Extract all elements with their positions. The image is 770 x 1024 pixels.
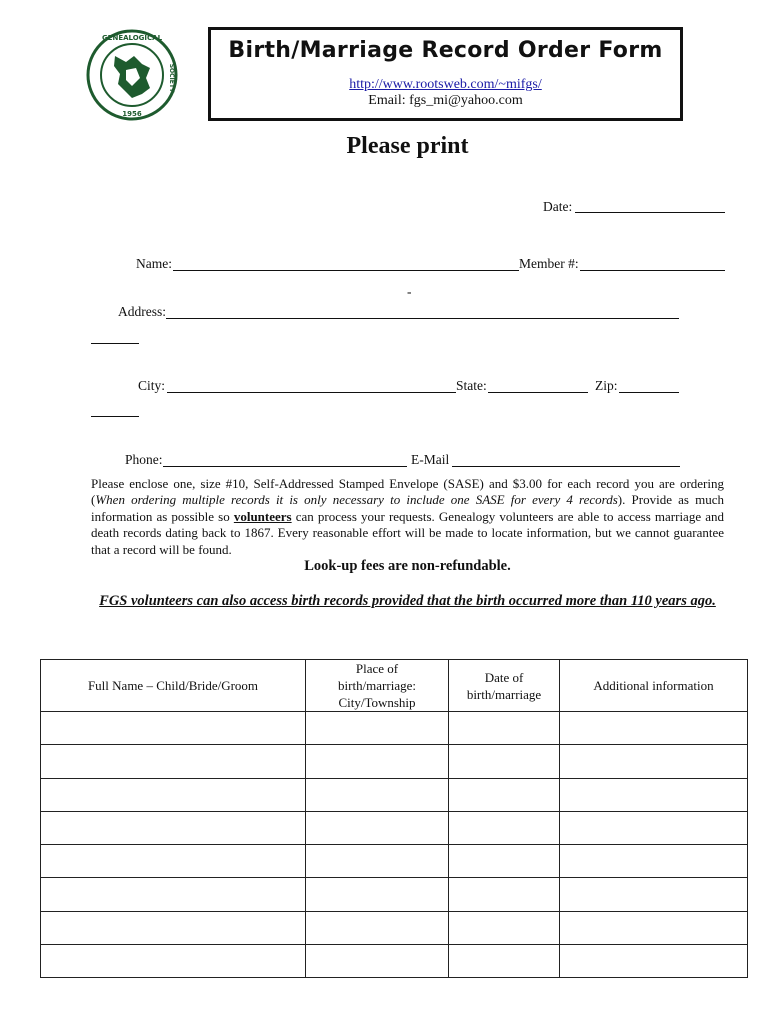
cell-place[interactable] bbox=[306, 945, 449, 978]
header-box bbox=[208, 27, 683, 121]
table-row bbox=[41, 845, 748, 878]
logo-text-side: SOCIETY bbox=[168, 63, 175, 93]
address-field[interactable] bbox=[166, 318, 679, 319]
cell-place[interactable] bbox=[306, 778, 449, 811]
email-field[interactable] bbox=[452, 466, 680, 467]
name-field[interactable] bbox=[173, 270, 519, 271]
cell-date[interactable] bbox=[449, 712, 560, 745]
col-date: Date of birth/marriage bbox=[449, 660, 560, 712]
cell-date[interactable] bbox=[449, 745, 560, 778]
table-row bbox=[41, 911, 748, 944]
email-label: E-Mail bbox=[411, 452, 450, 467]
instructions-part1: Please enclose one, size #10, Self-Addressed Stamped Envelope (SASE) and $3.00 for each record you are ordering ( bbox=[91, 476, 724, 508]
table-row bbox=[41, 878, 748, 911]
cell-additional[interactable] bbox=[560, 845, 748, 878]
col-full-name: Full Name – Child/Bride/Groom bbox=[41, 660, 306, 712]
lookup-fees-note: Look-up fees are non-refundable. bbox=[304, 558, 511, 574]
cell-full-name[interactable] bbox=[41, 845, 306, 878]
cell-additional[interactable] bbox=[560, 712, 748, 745]
cell-place[interactable] bbox=[306, 911, 449, 944]
cell-additional[interactable] bbox=[560, 911, 748, 944]
table-row bbox=[41, 945, 748, 978]
cell-date[interactable] bbox=[449, 911, 560, 944]
cell-date[interactable] bbox=[449, 811, 560, 844]
cell-additional[interactable] bbox=[560, 811, 748, 844]
cell-full-name[interactable] bbox=[41, 945, 306, 978]
zip-label: Zip: bbox=[595, 378, 618, 393]
cell-place[interactable] bbox=[306, 845, 449, 878]
address-field-continued[interactable] bbox=[91, 343, 139, 344]
phone-label: Phone: bbox=[125, 452, 163, 467]
instructions-paragraph bbox=[91, 476, 724, 558]
records-table bbox=[40, 659, 748, 978]
city-label: City: bbox=[138, 378, 166, 393]
instructions-part3: can process your requests. Genealogy volunteers are able to access marriage and death records dating back to 1867. Every reasonable effort will be made to locate information, but we cannot guarantee that a record will be found. bbox=[91, 508, 724, 557]
cell-full-name[interactable] bbox=[41, 712, 306, 745]
cell-place[interactable] bbox=[306, 745, 449, 778]
zip-field-continued[interactable] bbox=[91, 416, 139, 417]
cell-place[interactable] bbox=[306, 811, 449, 844]
fgs-note: FGS volunteers can also access birth records provided that the birth occurred more than 110 years ago. bbox=[99, 593, 716, 609]
please-print-heading: Please print bbox=[346, 133, 469, 159]
cell-additional[interactable] bbox=[560, 878, 748, 911]
volunteers-emphasis: volunteers bbox=[233, 508, 292, 524]
cell-place[interactable] bbox=[306, 712, 449, 745]
instructions-part2: ). Provide as much information as possible so bbox=[91, 492, 724, 524]
name-label: Name: bbox=[136, 256, 172, 271]
cell-date[interactable] bbox=[449, 878, 560, 911]
cell-full-name[interactable] bbox=[41, 878, 306, 911]
cell-additional[interactable] bbox=[560, 778, 748, 811]
date-label: Date: bbox=[543, 199, 573, 214]
table-row bbox=[41, 778, 748, 811]
table-row bbox=[41, 745, 748, 778]
table-row bbox=[41, 712, 748, 745]
form-title: Birth/Marriage Record Order Form bbox=[228, 38, 663, 63]
instructions-italic: When ordering multiple records it is only necessary to include one SASE for every 4 records bbox=[95, 492, 618, 508]
cell-full-name[interactable] bbox=[41, 778, 306, 811]
date-field[interactable] bbox=[575, 212, 725, 213]
logo-year: 1956 bbox=[122, 110, 142, 118]
col-place: Place of birth/marriage: City/Township bbox=[306, 660, 449, 712]
cell-additional[interactable] bbox=[560, 745, 748, 778]
cell-date[interactable] bbox=[449, 945, 560, 978]
society-logo bbox=[82, 26, 182, 124]
phone-field[interactable] bbox=[163, 466, 407, 467]
table-row bbox=[41, 811, 748, 844]
cell-full-name[interactable] bbox=[41, 911, 306, 944]
table-header-row bbox=[41, 660, 748, 712]
website-link[interactable]: http://www.rootsweb.com/~mifgs/ bbox=[349, 77, 542, 92]
dash-text: - bbox=[407, 284, 412, 299]
cell-place[interactable] bbox=[306, 878, 449, 911]
state-field[interactable] bbox=[488, 392, 588, 393]
contact-email: Email: fgs_mi@yahoo.com bbox=[368, 93, 523, 108]
zip-field[interactable] bbox=[619, 392, 679, 393]
address-label: Address: bbox=[118, 304, 166, 319]
cell-date[interactable] bbox=[449, 845, 560, 878]
table-body bbox=[41, 712, 748, 978]
cell-full-name[interactable] bbox=[41, 811, 306, 844]
member-field[interactable] bbox=[580, 270, 725, 271]
member-label: Member #: bbox=[519, 256, 579, 271]
state-label: State: bbox=[456, 378, 487, 393]
cell-full-name[interactable] bbox=[41, 745, 306, 778]
cell-additional[interactable] bbox=[560, 945, 748, 978]
cell-date[interactable] bbox=[449, 778, 560, 811]
logo-text-top: GENEALOGICAL bbox=[101, 34, 163, 42]
city-field[interactable] bbox=[167, 392, 456, 393]
col-additional: Additional information bbox=[560, 660, 748, 712]
